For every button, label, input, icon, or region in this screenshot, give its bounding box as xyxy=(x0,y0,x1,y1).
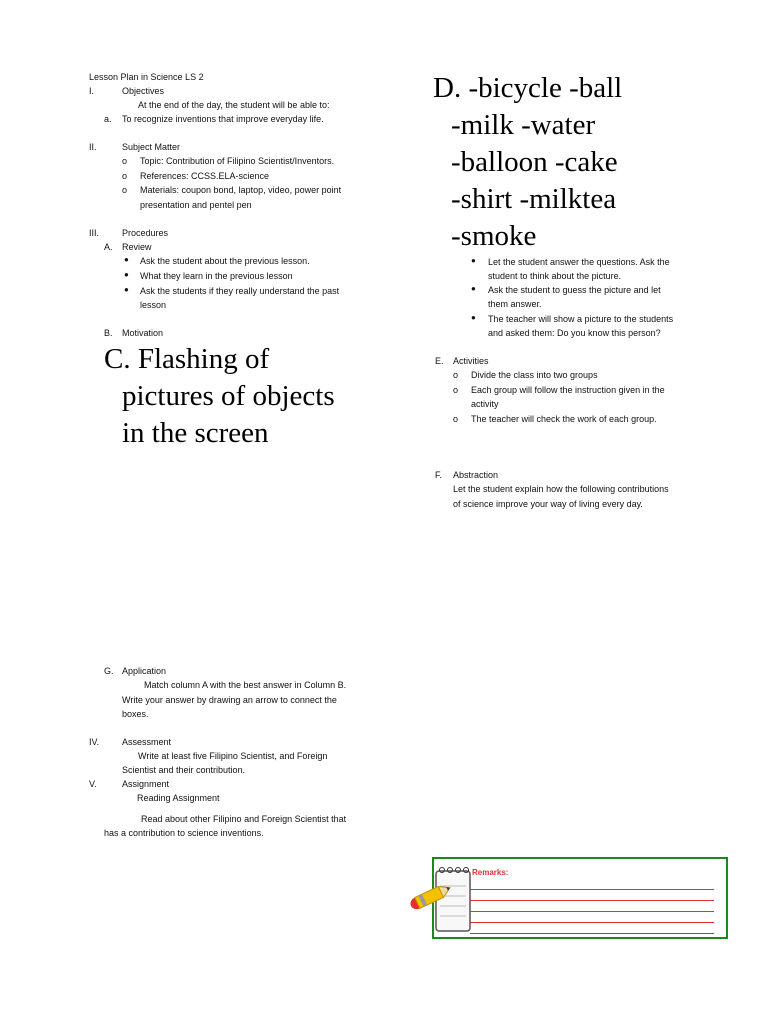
g-title: Application xyxy=(122,666,167,676)
dot-bullet-icon: ● xyxy=(471,256,476,265)
sec2-title: Subject Matter xyxy=(122,142,181,152)
sec3-a-mark: A. xyxy=(104,242,113,252)
assessment-line: Write at least five Filipino Scientist, and Foreign xyxy=(138,751,328,761)
sec3-a-title: Review xyxy=(122,242,152,252)
sec2-materials-2: presentation and pentel pen xyxy=(140,200,252,210)
review-item-cont: lesson xyxy=(140,300,167,310)
assignment-sub: Reading Assignment xyxy=(137,793,220,803)
sec3-title: Procedures xyxy=(122,228,169,238)
dot-bullet-icon: ● xyxy=(124,255,129,264)
remarks-line xyxy=(470,933,714,934)
circle-bullet-icon: o xyxy=(453,370,459,380)
e-mark: E. xyxy=(435,356,444,366)
remarks-box xyxy=(432,857,728,939)
sec2-materials-1: Materials: coupon bond, laptop, video, power point xyxy=(140,185,342,195)
d-big-text-4: -shirt -milktea xyxy=(451,183,617,215)
motivation-big-text-1: C. Flashing of xyxy=(104,343,270,375)
circle-bullet-icon: o xyxy=(122,156,128,166)
review-item: What they learn in the previous lesson xyxy=(140,271,293,281)
dot-bullet-icon: ● xyxy=(124,270,129,279)
motivation-big-text-2: pictures of objects xyxy=(122,380,335,412)
f-mark: F. xyxy=(435,470,443,480)
sec2-topic: Topic: Contribution of Filipino Scientist/Inventors. xyxy=(140,156,335,166)
sec2-num: II. xyxy=(89,142,97,152)
motivation-big-text-3: in the screen xyxy=(122,417,269,449)
activity-item: The teacher will check the work of each group. xyxy=(471,414,657,424)
dot-bullet-icon: ● xyxy=(124,285,129,294)
remarks-line xyxy=(470,922,714,923)
d-bullet-line: The teacher will show a picture to the students xyxy=(488,314,674,324)
sec3-num: III. xyxy=(89,228,100,238)
activity-item: Each group will follow the instruction given in the xyxy=(471,385,665,395)
sec1-num: I. xyxy=(89,86,95,96)
notepad-pencil-icon xyxy=(408,861,478,937)
e-title: Activities xyxy=(453,356,489,366)
remarks-line xyxy=(470,889,714,890)
abstraction-line: Let the student explain how the following contributions xyxy=(453,484,669,494)
f-title: Abstraction xyxy=(453,470,499,480)
dot-bullet-icon: ● xyxy=(471,284,476,293)
sec4-title: Assessment xyxy=(122,737,172,747)
remarks-label: Remarks: xyxy=(472,868,509,877)
assignment-line: has a contribution to science inventions. xyxy=(104,828,264,838)
remarks-line xyxy=(470,911,714,912)
activity-item: Divide the class into two groups xyxy=(471,370,598,380)
assessment-line: Scientist and their contribution. xyxy=(122,765,246,775)
review-item: Ask the student about the previous lesson. xyxy=(140,256,310,266)
d-big-text-2: -milk -water xyxy=(451,109,596,141)
application-line: Match column A with the best answer in Column B. xyxy=(144,680,347,690)
d-bullet-line: Let the student answer the questions. Ask the xyxy=(488,257,670,267)
circle-bullet-icon: o xyxy=(453,414,459,424)
sec5-title: Assignment xyxy=(122,779,170,789)
circle-bullet-icon: o xyxy=(122,171,128,181)
sec5-num: V. xyxy=(89,779,97,789)
circle-bullet-icon: o xyxy=(122,185,128,195)
d-bullet-line: them answer. xyxy=(488,299,542,309)
lesson-title: Lesson Plan in Science LS 2 xyxy=(89,72,204,82)
application-line: Write your answer by drawing an arrow to connect the xyxy=(122,695,337,705)
sec3-b-mark: B. xyxy=(104,328,113,338)
sec1-item-a-mark: a. xyxy=(104,114,112,124)
remarks-line xyxy=(470,900,714,901)
sec2-references: References: CCSS.ELA-science xyxy=(140,171,270,181)
d-bullet-line: student to think about the picture. xyxy=(488,271,622,281)
d-big-text-1: D. -bicycle -ball xyxy=(433,72,623,104)
review-item: Ask the students if they really understand the past xyxy=(140,286,340,296)
abstraction-line: of science improve your way of living every day. xyxy=(453,499,643,509)
d-bullet-line: Ask the student to guess the picture and let xyxy=(488,285,661,295)
d-big-text-5: -smoke xyxy=(451,220,537,252)
sec1-item-a: To recognize inventions that improve everyday life. xyxy=(122,114,324,124)
activity-item-cont: activity xyxy=(471,399,499,409)
application-line: boxes. xyxy=(122,709,149,719)
d-big-text-3: -balloon -cake xyxy=(451,146,618,178)
dot-bullet-icon: ● xyxy=(471,313,476,322)
g-mark: G. xyxy=(104,666,114,676)
sec3-b-title: Motivation xyxy=(122,328,164,338)
sec1-title: Objectives xyxy=(122,86,165,96)
d-bullet-line: and asked them: Do you know this person? xyxy=(488,328,661,338)
sec1-intro: At the end of the day, the student will be able to: xyxy=(138,100,330,110)
sec4-num: IV. xyxy=(89,737,100,747)
circle-bullet-icon: o xyxy=(453,385,459,395)
assignment-line: Read about other Filipino and Foreign Scientist that xyxy=(141,814,347,824)
